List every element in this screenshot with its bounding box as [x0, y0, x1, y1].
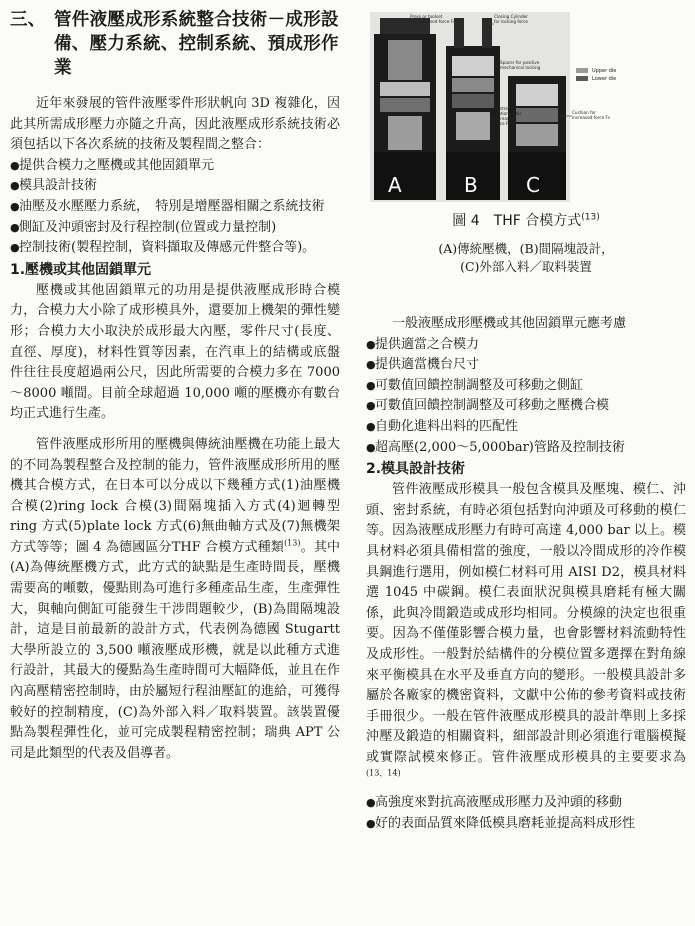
bullet-icon: ● [10, 179, 20, 193]
annotation: for locking force [494, 19, 528, 24]
list-item: ● 提供適當機台尺寸 [366, 355, 686, 376]
bullet-icon: ● [366, 419, 376, 433]
list-item: ● 提供合模力之壓機或其他固鎖單元 [10, 156, 340, 177]
bullet-icon: ● [366, 399, 376, 413]
annotation: Press or toolset [410, 14, 443, 19]
list-item: ● 超高壓(2,000～5,000bar)管路及控制技術 [366, 438, 686, 459]
annotation: (optional) for [494, 111, 522, 116]
annotation: for increased force Fs [410, 19, 456, 24]
figure-caption: 圖 4 THF 合模方式$^{(13)}$ [452, 212, 600, 229]
thf-clamping-diagram [366, 12, 686, 202]
list-item: ● 控制技術(製程控制，資料擷取及傳感元件整合等)。 [10, 238, 340, 259]
legend-upper-die: Upper die [592, 68, 617, 74]
left-column [10, 8, 340, 764]
figure-note: (A)傳統壓機，(B)間隔塊設計， (C)外部入料／取料裝置 [438, 241, 614, 274]
citation: (13) [581, 212, 600, 223]
bullet-icon: ● [10, 220, 20, 234]
legend-swatch-upper [576, 68, 588, 73]
list-item: ● 自動化進料出料的匹配性 [366, 417, 686, 438]
citation: (13) [284, 538, 301, 548]
subsection-heading-2: 2.模具設計技術 [366, 461, 466, 478]
bullet-icon: ● [366, 796, 376, 810]
bullet-icon: ● [366, 440, 376, 454]
die-design-paragraph: 管件液壓成形模具一般包含模具及壓塊、模仁、沖頭、密封系統，有時必須包括對向沖頭及可移動的模仁等。因為液壓成形壓力有時可高達 4,000 bar 以上。模具材料必須具備相當的強度，一般以冷間成形的冷作模具鋼進行選用，例如模仁材料可用 AISI D2，模具材料選 1045 中碳鋼。模仁表面狀況與模具磨耗有極大關係，此與冷間鍛造或成形均相同。分模線的決定也很重要。因為不僅僅影響合模力量，也會影響材料流動特性及成形性。一般對於結構件的分模位置多選擇在對角線來平衡模具在水平及垂直方向的變形。一般模具設計多屬於各廠家的機密資料，文獻中公佈的參考資料或技術手冊很少。一般在管件液壓成形模具的設計準則上多採沖壓及鍛造的相關資料，細部設計則必須進行電腦模擬或實際試模來修正。管件液壓成形模具的主要要求為$^{(13、14)}$ [366, 482, 686, 779]
panel-label-c: C [526, 173, 540, 197]
bullet-icon: ● [366, 337, 376, 351]
annotation: Control [494, 106, 510, 111]
section-title-text: 管件液壓成形系統整合技術－成形設備、壓力系統、控制系統、預成形作業 [54, 10, 339, 78]
subsection-heading-1: 1.壓機或其他固鎖單元 [10, 261, 152, 278]
panel-label-a: A [388, 173, 402, 197]
press-paragraph-1: 壓機或其他固鎖單元的功用是提供液壓成形時合模力，合模力大小除了成形模具外，還要加上機架的彈性變形；合模力大小取決於成形最大內壓，零件尺寸(長度、直徑、厚度)，材料性質等因素，在汽車上的結構或底盤件往往長度超過兩公尺，因此所需要的合模力多在 7000～8000 噸間。目前全球超過 10,000 噸的壓機亦有數台均正式進行生產。 [10, 282, 340, 422]
annotation: Cushion for [572, 110, 596, 115]
figure-4 [366, 12, 686, 202]
annotation: Closing Cylinder [494, 14, 528, 19]
right-column [366, 8, 686, 834]
intro-list [10, 156, 340, 259]
list-item: ● 側缸及沖頭密封及行程控制(位置或力量控制) [10, 218, 340, 239]
annotation: increased [494, 116, 515, 121]
list-item: ● 油壓及水壓壓力系統， 特別是增壓器相關之系統技術 [10, 197, 340, 218]
annotation: force F3 [494, 121, 511, 126]
citation: (13、14) [366, 769, 401, 779]
list-item: ● 模具設計技術 [10, 176, 340, 197]
legend-swatch-lower [576, 76, 588, 81]
press-requirements-list [366, 335, 686, 459]
list-item: ● 好的表面品質來降低模具磨耗並提高料成形性 [366, 814, 686, 835]
bullet-icon: ● [10, 241, 20, 255]
panel-a-diagram [374, 18, 436, 200]
panel-label-b: B [464, 173, 478, 197]
list-item: ● 可數值回饋控制調整及可移動之側缸 [366, 376, 686, 397]
press-requirements-lead: 一般液壓成形壓機或其他固鎖單元應考慮 [392, 316, 627, 331]
bullet-icon: ● [366, 358, 376, 372]
annotation: increased force Fs [572, 115, 611, 120]
section-number: 三、 [10, 10, 46, 30]
list-item: ● 可數值回饋控制調整及可移動之壓機合模 [366, 396, 686, 417]
annotation: Spacer for positive [500, 60, 540, 65]
annotation: mechanical locking [500, 65, 541, 70]
list-item: ● 高強度來對抗高液壓成形壓力及沖頭的移動 [366, 793, 686, 814]
die-requirements-list [366, 793, 686, 834]
legend-lower-die: Lower die [592, 76, 617, 82]
bullet-icon: ● [10, 199, 20, 213]
intro-paragraph: 近年來發展的管件液壓零件形狀帆向 3D 複雜化，因此其所需成形壓力亦隨之升高，因此液壓成形系統技術必須包括以下各次系統的技術及製程間之整合： [10, 96, 340, 153]
list-item: ● 提供適當之合模力 [366, 335, 686, 356]
bullet-icon: ● [366, 816, 376, 830]
bullet-icon: ● [10, 158, 20, 172]
section-title [10, 8, 340, 80]
bullet-icon: ● [366, 378, 376, 392]
press-paragraph-2: 管件液壓成形所用的壓機與傳統油壓機在功能上最大的不同為製程整合及控制的能力，管件液壓成形所用的壓機其合模方式，在日本可以分成以下幾種方式(1)油壓機合模(2)ring lock 合模(3)間隔塊插入方式(4)迴轉型 ring 方式(5)plate lock 方式(6)無曲軸方式及(7)無機架方式等等；圖 4 為德國區分THF 合模方式種類$^{(13)}$。其中(A)為傳統壓機方式，此方式的缺點是生產時間長，壓機需要高的噸數，優點則為可進行多種產品生產，生產彈性大，與軸向側缸可能發生干涉問題較少，(B)為間隔塊設計，這是目前最新的設計方式，代表例為德國 Stugartt 大學所設立的 3,500 噸液壓成形機，就是以此種方式進行設計，其最大的優點為生產時間可大幅降低，並且在作內高壓精密控制時，由於屬短行程油壓缸的進給，可獲得較好的控制精度，(C)為外部入料／取料裝置。該裝置優點為製程彈性化，並可完成製程精密控制；瑞典 APT 公司是此類型的代表及倡導者。 [10, 436, 340, 761]
